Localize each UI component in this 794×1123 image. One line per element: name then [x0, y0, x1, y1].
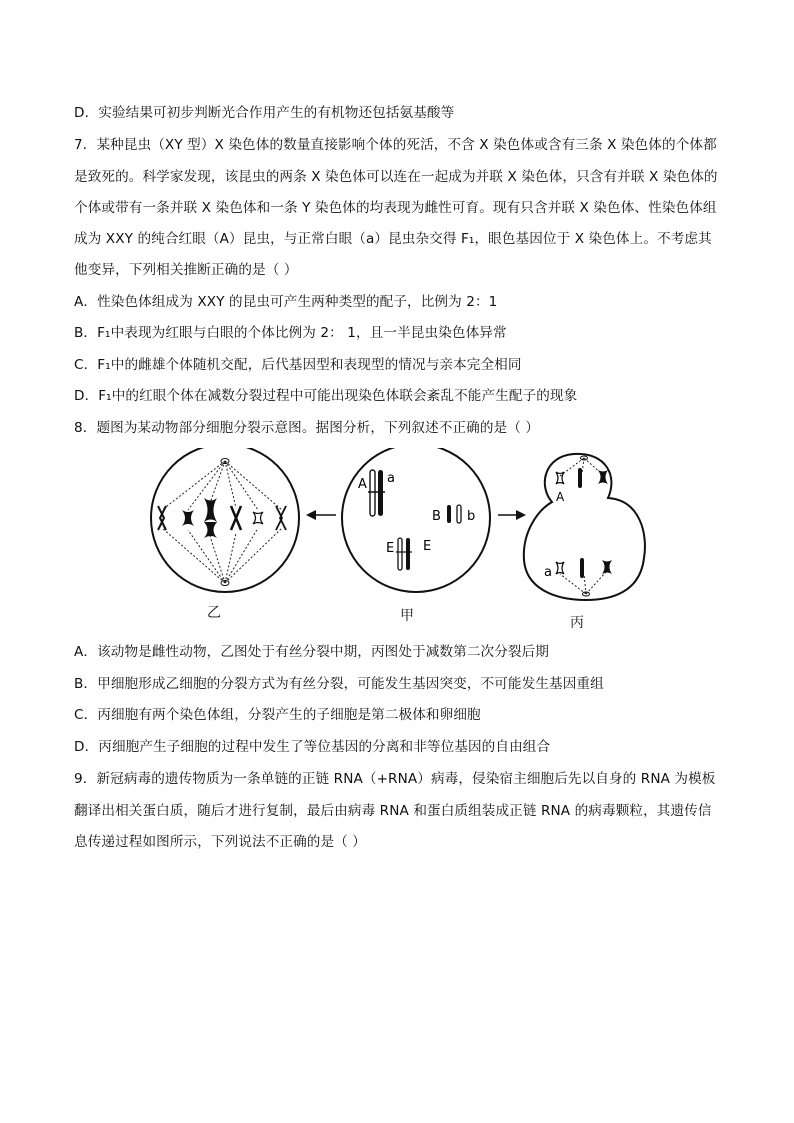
q7-option-b: B．F₁中表现为红眼与白眼的个体比例为 2： 1，且一半昆虫染色体异常: [74, 325, 507, 341]
q7-stem-line-5: 他变异，下列相关推断正确的是（ ）: [74, 262, 298, 278]
q7-option-c: C．F₁中的雌雄个体随机交配，后代基因型和表现型的情况与亲本完全相同: [74, 357, 522, 373]
q7-stem-line-3: 个体或带有一条并联 X 染色体和一条 Y 染色体的均表现为雌性可育。现有只含并联 X 染色体、性染色体组: [74, 200, 717, 216]
q7-stem-line-4: 成为 XXY 的纯合红眼（A）昆虫，与正常白眼（a）昆虫杂交得 F₁，眼色基因位于 X 染色体上。不考虑其: [74, 231, 712, 247]
arrow-to-yi: [306, 510, 336, 520]
cell-yi-membrane: [151, 448, 299, 592]
caption-yi: 乙: [207, 605, 221, 621]
q8-option-b: B．甲细胞形成乙细胞的分裂方式为有丝分裂，可能发生基因突变，不可能发生基因重组: [74, 676, 604, 692]
cell-bing-chromosomes: [556, 468, 612, 578]
cell-jia-chromosomes: [368, 470, 461, 570]
gene-label-B: B: [432, 509, 441, 524]
q8-option-a: A．该动物是雌性动物，乙图处于有丝分裂中期，丙图处于减数第二次分裂后期: [74, 644, 549, 660]
q8-stem: 8．题图为某动物部分细胞分裂示意图。据图分析，下列叙述不正确的是（ ）: [74, 420, 540, 436]
q9-stem-line-1: 9．新冠病毒的遗传物质为一条单链的正链 RNA（+RNA）病毒，侵染宿主细胞后先以自身的 RNA 为模板: [74, 771, 716, 787]
arrow-to-bing: [498, 510, 526, 520]
cell-bing-membrane: [524, 454, 645, 600]
q7-option-a: A．性染色体组成为 XXY 的昆虫可产生两种类型的配子，比例为 2：1: [74, 294, 498, 310]
cell-jia: [342, 448, 490, 592]
q8-option-d: D．丙细胞产生子细胞的过程中发生了等位基因的分离和非等位基因的自由组合: [74, 739, 551, 755]
q9-stem-line-2: 翻译出相关蛋白质，随后才进行复制，最后由病毒 RNA 和蛋白质组装成正链 RNA 的病毒颗粒，其遗传信: [74, 803, 712, 819]
q8-option-c: C．丙细胞有两个染色体组，分裂产生的子细胞是第二极体和卵细胞: [74, 707, 481, 723]
q7-stem-line-2: 是致死的。科学家发现，该昆虫的两条 X 染色体可以连在一起成为并联 X 染色体，只含有并联 X 染色体的: [74, 169, 718, 185]
cell-bing: [524, 454, 645, 600]
q9-stem-line-3: 息传递过程如图所示，下列说法不正确的是（ ）: [74, 834, 366, 850]
gene-label-E-left: E: [386, 541, 395, 556]
gene-label-a-bing: a: [544, 565, 552, 580]
gene-label-a: a: [387, 471, 395, 486]
cell-yi-chromosomes: [158, 498, 286, 538]
q7-stem-line-1: 7．某种昆虫（XY 型）X 染色体的数量直接影响个体的死活，不含 X 染色体或含有三条 X 染色体的个体都: [74, 137, 717, 153]
caption-jia: 甲: [400, 608, 414, 624]
cell-yi-spindle: [162, 461, 282, 583]
q7-option-d: D．F₁中的红眼个体在减数分裂过程中可能出现染色体联会紊乱不能产生配子的现象: [74, 388, 578, 404]
gene-label-E-right: E: [423, 539, 432, 554]
gene-label-A: A: [358, 477, 367, 492]
gene-label-b: b: [467, 509, 476, 524]
cell-yi: [151, 448, 299, 592]
gene-label-A-bing: A: [556, 490, 565, 504]
q6-option-d: D．实验结果可初步判断光合作用产生的有机物还包括氨基酸等: [74, 105, 455, 121]
caption-bing: 丙: [570, 615, 584, 631]
